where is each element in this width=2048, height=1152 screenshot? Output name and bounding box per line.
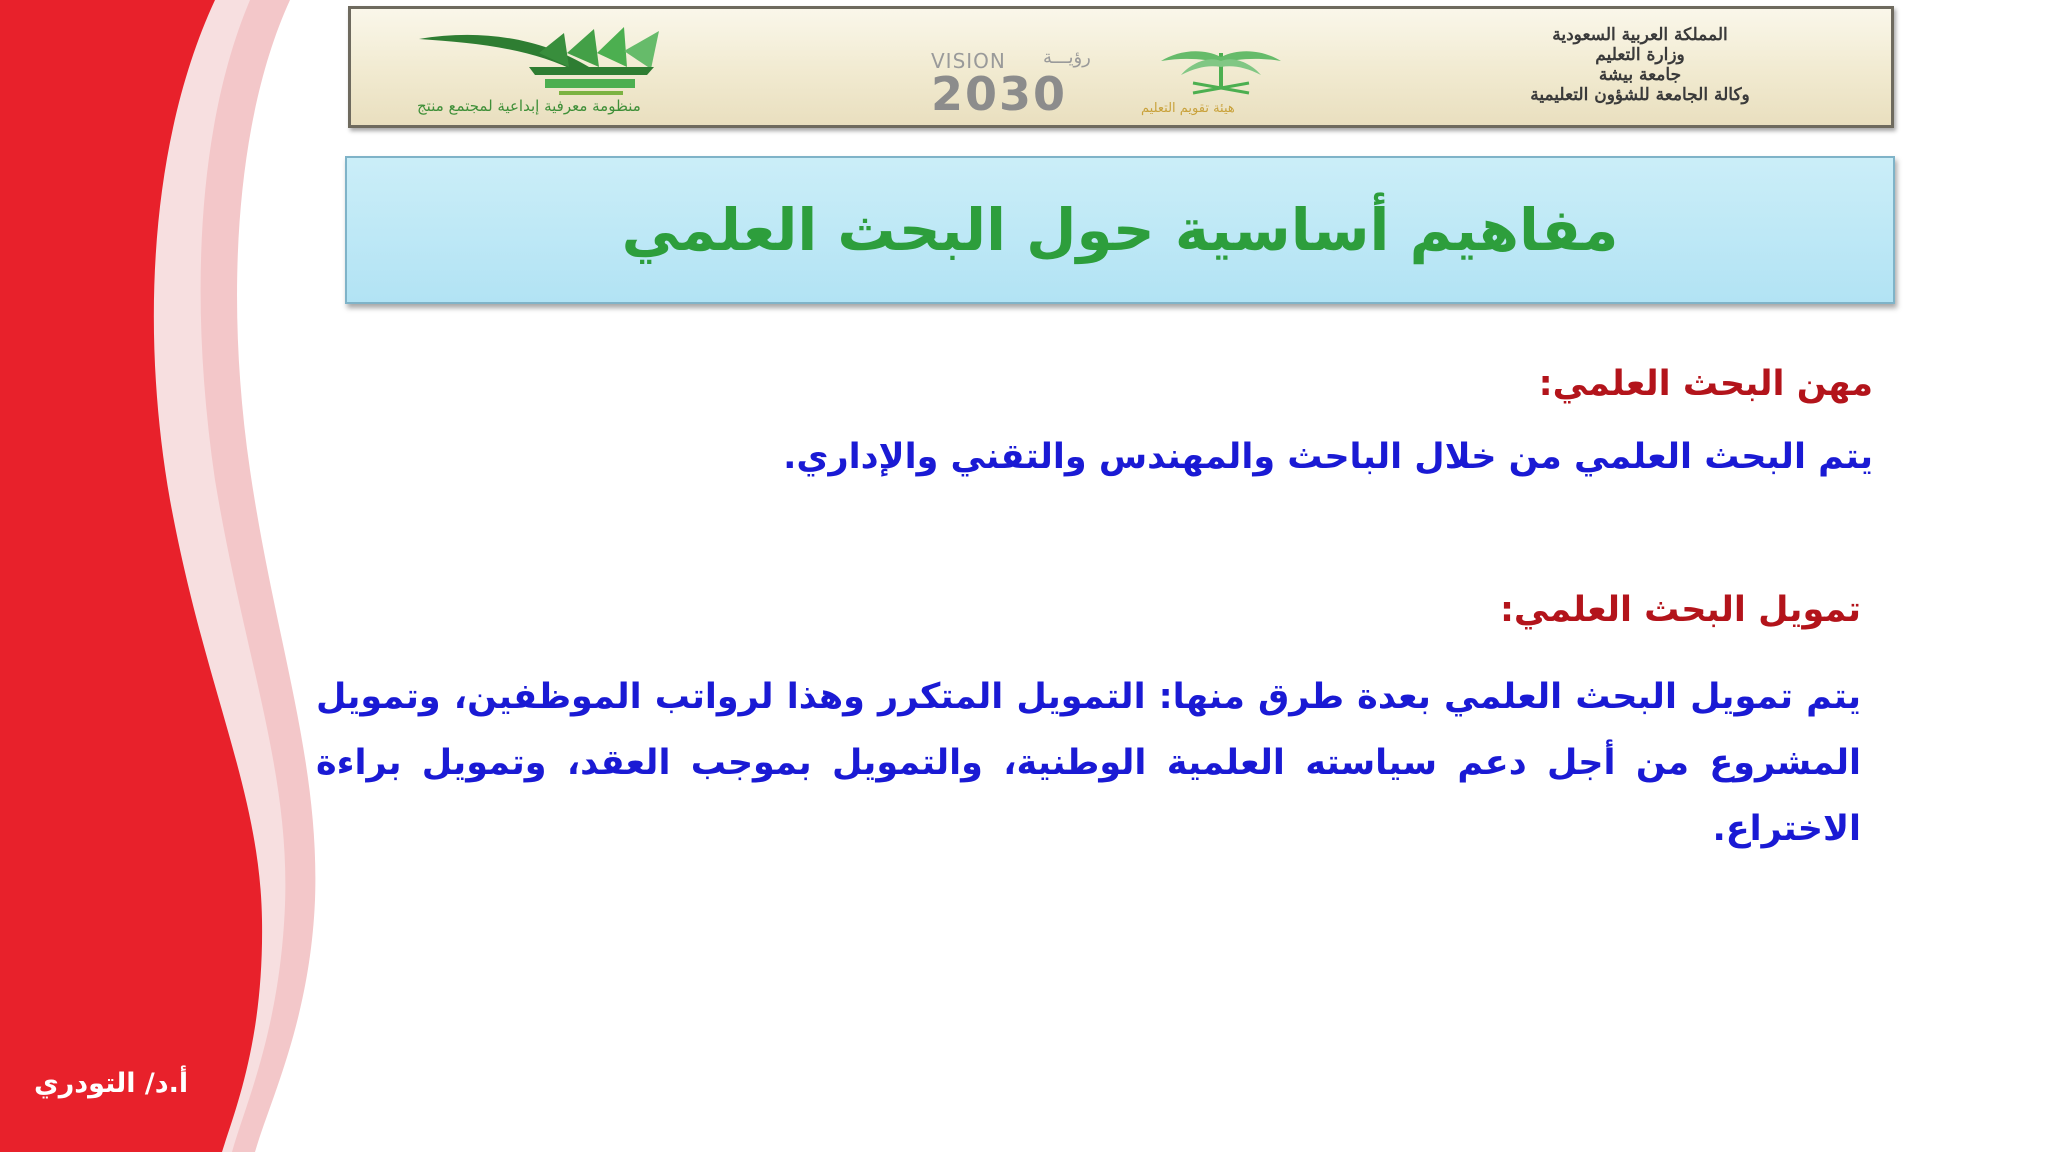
section-heading-funding: تمويل البحث العلمي:	[1499, 590, 1861, 630]
vision-label: VISION	[931, 49, 1006, 73]
quality-commission-name: هيئة تقويم التعليم	[1141, 101, 1235, 116]
vision-2030-logo	[931, 43, 1321, 123]
ministry-line: وزارة التعليم	[1595, 45, 1685, 65]
ministry-line: وكالة الجامعة للشؤون التعليمية	[1530, 85, 1750, 105]
vision-year: 2030	[931, 67, 1068, 121]
ministry-line: المملكة العربية السعودية	[1552, 25, 1728, 45]
header-banner	[348, 6, 1894, 128]
section-heading-professions: مهن البحث العلمي:	[1538, 364, 1873, 404]
vision-arabic: رؤيـــة	[1043, 47, 1091, 68]
ministry-block	[1475, 25, 1805, 105]
university-logo	[419, 23, 679, 103]
title-box	[345, 156, 1895, 304]
section-text-funding: يتم تمويل البحث العلمي بعدة طرق منها: التمويل المتكرر وهذا لرواتب الموظفين، وتمويل المشروع من أجل دعم سياسته العلمية الوطنية، والتمويل بموجب العقد، وتمويل براءة الاختراع.	[316, 677, 1861, 849]
section-text-professions: يتم البحث العلمي من خلال الباحث والمهندس والتقني والإداري.	[783, 437, 1873, 477]
author-name: أ.د/ التودري	[34, 1068, 189, 1099]
university-tagline: منظومة معرفية إبداعية لمجتمع منتج	[417, 97, 641, 115]
palm-emblem-icon	[1141, 43, 1301, 103]
side-decoration	[0, 0, 340, 1152]
ministry-line: جامعة بيشة	[1598, 65, 1682, 85]
slide-title: مفاهيم أساسية حول البحث العلمي	[621, 196, 1619, 264]
